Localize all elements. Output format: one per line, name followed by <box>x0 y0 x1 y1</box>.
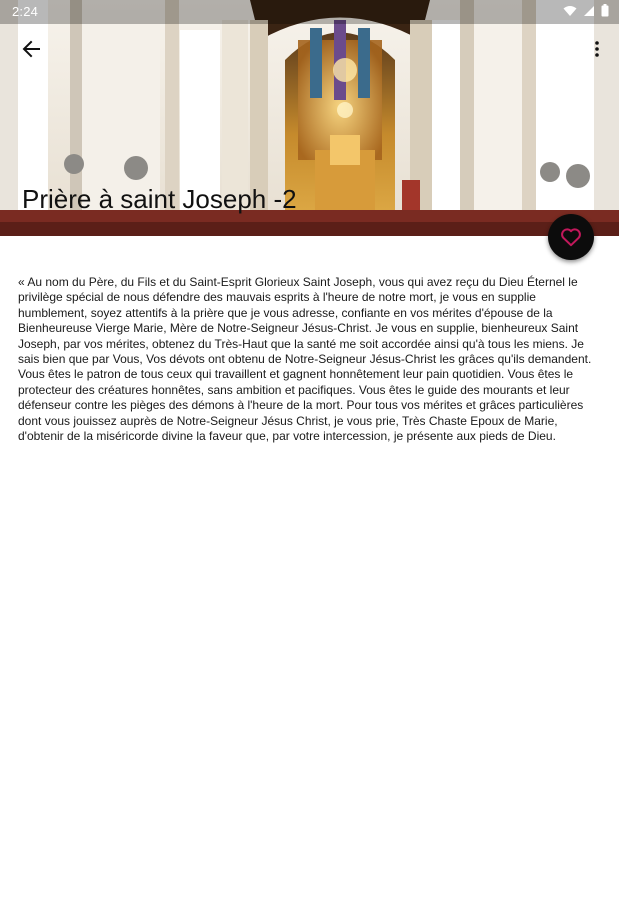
favorite-button[interactable] <box>548 214 594 260</box>
battery-icon <box>601 4 609 20</box>
status-time: 2:24 <box>12 4 39 19</box>
more-vertical-icon <box>594 40 600 58</box>
status-icons <box>563 4 609 20</box>
heart-outline-icon <box>560 227 582 247</box>
page-title: Prière à saint Joseph -2 <box>22 184 297 214</box>
back-button[interactable] <box>14 34 48 64</box>
wifi-icon <box>563 5 577 20</box>
arrow-left-icon <box>22 40 40 58</box>
more-options-button[interactable] <box>587 36 607 62</box>
status-bar <box>0 0 619 24</box>
prayer-text: « Au nom du Père, du Fils et du Saint-Esprit Glorieux Saint Joseph, vous qui avez reçu du Dieu Éternel le privilège spécial de nous défendre des mauvais esprits à l'heure de notre mort, je vous en supplie humblement, soyez attentifs à la prière que je vous adresse, confiante en vos mérites d'épouse de la Bienheureuse Vierge Marie, Mère de Notre-Seigneur Jésus-Christ. Je vous en supplie, bienheureux Saint Joseph, par vos mérites, obtenez du Très-Haut que la santé me soit accordée ainsi qu'à tous les miens. Je sais bien que par Vous, Vos dévots ont obtenu de Notre-Seigneur Jésus-Christ les grâces qu'ils demandent. Vous êtes le patron de tous ceux qui travaillent et gagnent honnêtement leur pain quotidien. Vous êtes le protecteur des créatures honnêtes, sans ambition et pacifiques. Vous êtes le guide des mourants et leur défenseur contre les pièges des démons à l'heure de la mort. Pour tous vos mérites et grâces particulières dont vous jouissez auprès de Notre-Seigneur Jésus Christ, je vous prie, Très Chaste Epoux de Marie, d'obtenir de la miséricorde divine la faveur que, par votre intercession, je présente aux pieds de Dieu. <box>18 275 592 444</box>
header <box>0 0 619 236</box>
signal-icon <box>583 5 595 20</box>
